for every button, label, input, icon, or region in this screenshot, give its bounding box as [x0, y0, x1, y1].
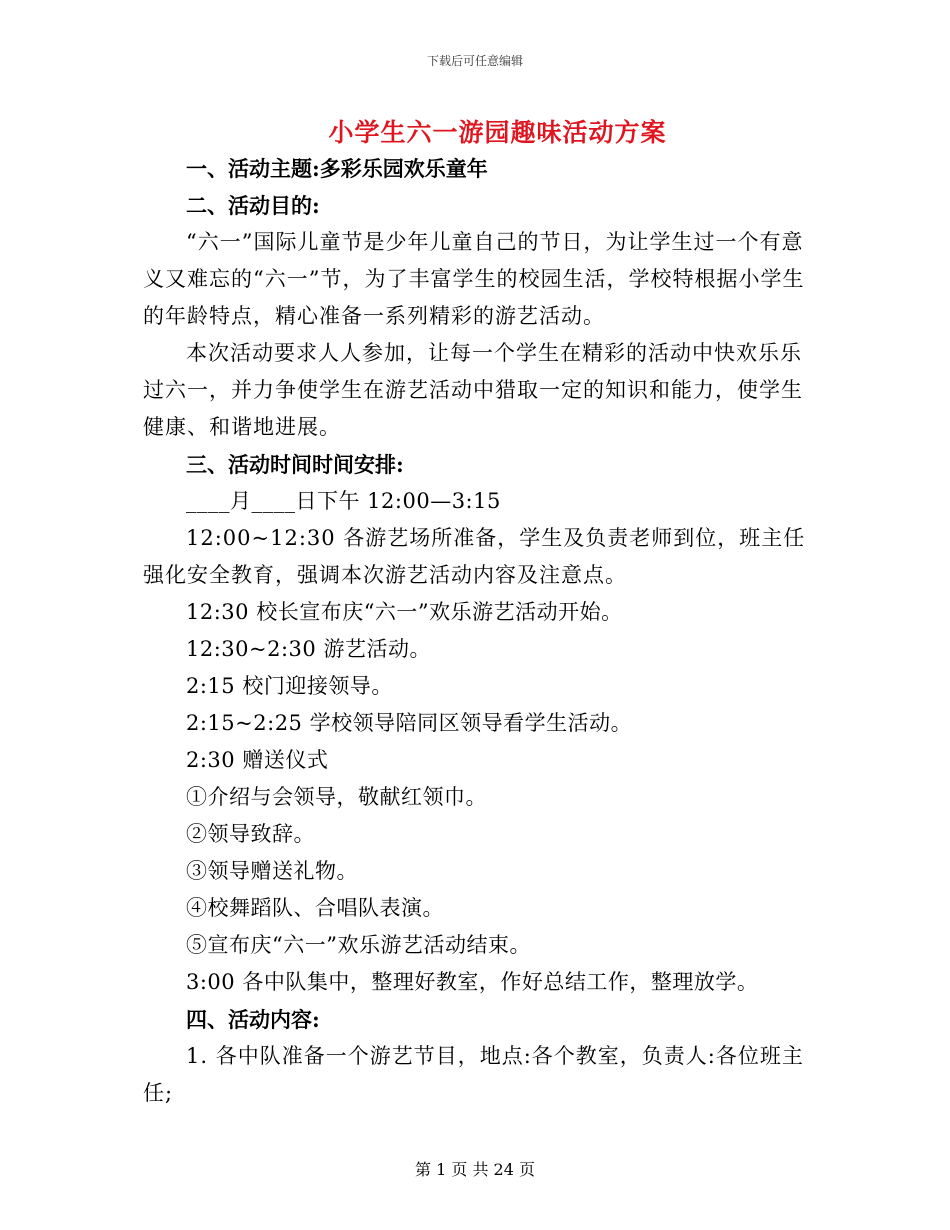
schedule-item: 12:30 校长宣布庆“六一”欢乐游艺活动开始。: [186, 600, 623, 624]
ceremony-step: ②领导致辞。: [186, 822, 315, 846]
document-title: 小学生六一游园趣味活动方案: [328, 118, 667, 147]
section-purpose-heading: 二、活动目的:: [186, 193, 320, 218]
schedule-item: 12:30~2:30 游艺活动。: [186, 637, 431, 661]
section-theme: 一、活动主题:多彩乐园欢乐童年: [186, 156, 488, 181]
schedule-date: ____月____日下午 12:00—3:15: [186, 489, 501, 513]
ceremony-step: ①介绍与会领导，敬献红领巾。: [186, 785, 487, 809]
purpose-paragraph-1: “六一”国际儿童节是少年儿童自己的节日，为让学生过一个有意义又难忘的“六一”节，为了丰富学生的校园生活，学校特根据小学生的年龄特点，精心准备一系列精彩的游艺活动。: [143, 230, 805, 328]
ceremony-step: ③领导赠送礼物。: [186, 859, 358, 883]
ceremony-step: ④校舞蹈队、合唱队表演。: [186, 896, 444, 920]
schedule-item: 2:15 校门迎接领导。: [186, 674, 393, 698]
section-content-heading: 四、活动内容:: [186, 1007, 320, 1032]
page-header-note: 下载后可任意编辑: [426, 54, 523, 68]
purpose-paragraph-2: 本次活动要求人人参加，让每一个学生在精彩的活动中快欢乐乐过六一，并力争使学生在游艺活动中猎取一定的知识和能力，使学生健康、和谐地进展。: [143, 341, 803, 439]
section-schedule-heading: 三、活动时间时间安排:: [186, 452, 404, 477]
schedule-item: 2:15~2:25 学校领导陪同区领导看学生活动。: [186, 711, 633, 735]
schedule-item: 12:00~12:30 各游艺场所准备，学生及负责老师到位，班主任强化安全教育，强调本次游艺活动内容及注意点。: [143, 526, 806, 587]
document-body: [143, 150, 815, 1112]
page-number: 第 1 页 共 24 页: [415, 1160, 535, 1179]
schedule-item: 2:30 赠送仪式: [186, 748, 329, 772]
content-item: 1. 各中队准备一个游艺节目，地点:各个教室，负责人:各位班主任;: [143, 1044, 804, 1105]
ceremony-step: ⑤宣布庆“六一”欢乐游艺活动结束。: [186, 933, 531, 957]
schedule-item: 3:00 各中队集中，整理好教室，作好总结工作，整理放学。: [186, 970, 759, 994]
